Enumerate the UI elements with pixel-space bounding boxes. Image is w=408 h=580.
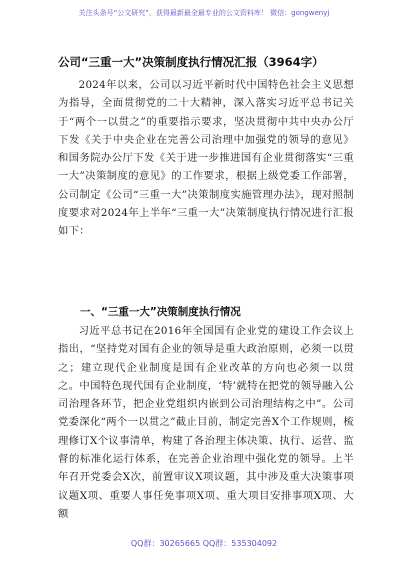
footer-qq-note: QQ群：30265665 QQ群：535304092 [130,539,278,548]
section-heading-1: 一、“三重一大”决策制度执行情况 [80,306,241,318]
body-paragraph-1: 2024年以来，公司以习近平新时代中国特色社会主义思想为指导，全面贯彻党的二十大精神，深入落实习近平总书记关于“两个一以贯之”的重要指示要求，坚决贯彻中共中央办公厅下发《关于中央企业在完善公司治理中加强党的领导的意见》和国务院办公厅下发《关于进一步推进国有企业贯彻落实“三重一大”决策制度的意见》的工作要求，根据上级党委工作部署，公司制定《公司“三重一大”决策制度实施管理办法》，现对照制度要求对2024年上半年“三重一大”决策制度执行情况进行汇报如下： [58,79,354,238]
body-paragraph-2: 习近平总书记在2016年全国国有企业党的建设工作会议上指出，“坚持党对国有企业的领导是重大政治原则，必须一以贯之；建立现代企业制度是国有企业改革的方向也必须一以贯之。中国特色现代国有企业制度，‘特’就特在把党的领导融入公司治理各环节，把企业党组织内嵌到公司治理结构之中”。公司党委深化“两个一以贯之”截止目前，制定完善X个工作规则，梳理修订X个议事清单，构建了各治理主体决策、执行、运营、监督的标准化运行体系，在完善企业治理中强化党的领导。上半年召开党委会X次，前置审议X项议题，其中涉及重大决策事项议题X项、重要人事任免事项X项、重大项目安排事项X项、大额 [58,325,354,520]
header-promo-note: 关注头条号“公文研究”，获得最新最全最专业的公文资料库！ 微信：gongwenyj [78,9,330,17]
document-title: 公司“三重一大”决策制度执行情况汇报（3964字） [58,55,324,69]
